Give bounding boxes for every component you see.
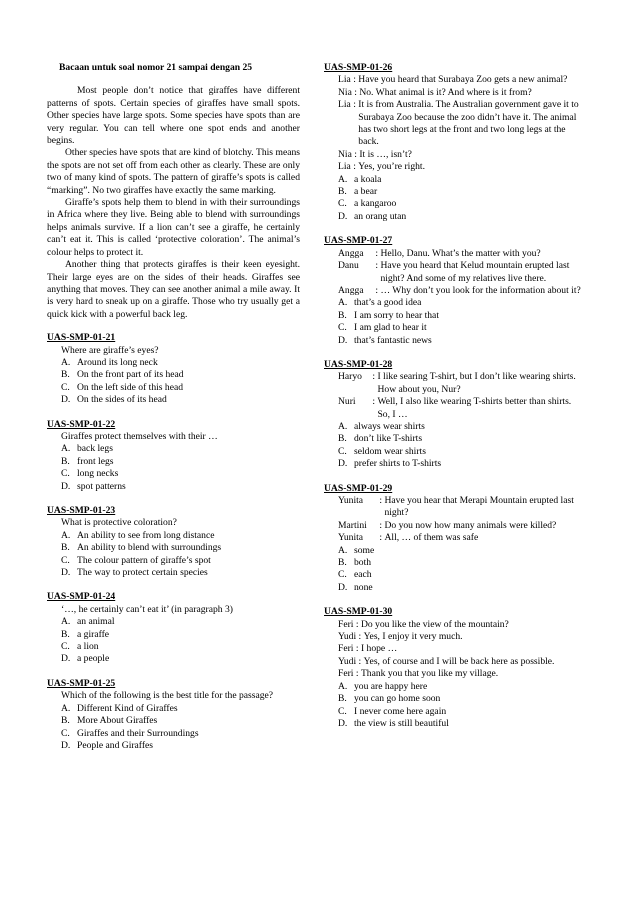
option-text: More About Giraffes	[77, 715, 158, 727]
passage-paragraph-4: Another thing that protects giraffes is their keen eyesight. Their large eyes are on the sides of their heads. Giraffes see anything that moves. They can see another animal a mile away. It is very hard to sneak up on a giraffe. Those who try usually get a quick kick with a powerful back leg.	[47, 259, 300, 320]
option-text: a bear	[354, 186, 378, 198]
option-text: spot patterns	[77, 480, 126, 492]
dialogue-separator: :	[353, 668, 361, 680]
question-id: UAS-SMP-01-28	[324, 358, 393, 370]
answer-option[interactable]	[47, 703, 300, 715]
option-text: On the sides of its head	[77, 394, 167, 406]
option-letter: C.	[338, 445, 347, 457]
option-text: Different Kind of Giraffes	[77, 702, 178, 714]
dialogue-text: … Why don’t you look for the information about it?	[380, 284, 581, 296]
speaker-name: Feri	[338, 643, 354, 655]
dialogue-separator: :	[350, 99, 359, 111]
option-letter: A.	[61, 529, 71, 541]
option-letter: D.	[338, 581, 348, 593]
answer-option[interactable]	[47, 740, 300, 752]
option-letter: A.	[338, 420, 348, 432]
dialogue-line	[324, 619, 584, 631]
option-text: I am sorry to hear that	[354, 309, 439, 321]
passage-paragraph-3: Giraffe’s spots help them to blend in with their surroundings in Africa where they live. Being able to blend with surroundings helps animals survive. If a lion can’t see a giraffe, he certainly can’t eat it. This is called ‘protective coloration’. The animal’s colour helps to protect it.	[47, 197, 300, 258]
option-text: People and Giraffes	[77, 739, 154, 751]
speaker-name: Nia	[338, 148, 352, 160]
question-block	[47, 591, 300, 665]
question-id: UAS-SMP-01-23	[47, 505, 116, 516]
dialogue-separator: :	[353, 618, 361, 630]
speaker-name: Yudi	[338, 631, 357, 643]
question-stem: ‘…, he certainly can’t eat it’ (in paragraph 3)	[61, 603, 233, 615]
option-text: that’s fantastic news	[354, 334, 432, 346]
option-letter: A.	[338, 680, 348, 692]
question-block	[324, 606, 584, 730]
speaker-name: Feri	[338, 618, 354, 630]
option-letter: B.	[61, 369, 70, 381]
dialogue-line	[324, 643, 584, 655]
question-stem: Where are giraffe’s eyes?	[61, 344, 159, 356]
speaker-name: Martini	[338, 519, 367, 531]
question-id: UAS-SMP-01-22	[47, 418, 116, 430]
question-block	[47, 332, 300, 406]
option-letter: A.	[61, 616, 71, 628]
dialogue-line	[324, 99, 584, 149]
passage-heading: Bacaan untuk soal nomor 21 sampai dengan 25	[59, 62, 253, 73]
right-column	[324, 62, 584, 730]
dialogue-line	[324, 396, 584, 421]
option-letter: C.	[61, 468, 70, 480]
option-letter: A.	[61, 702, 71, 714]
question-block	[47, 419, 300, 493]
option-text: Giraffes and their Surroundings	[77, 727, 199, 739]
answer-option[interactable]	[324, 174, 584, 186]
dialogue-separator: :	[373, 260, 381, 272]
dialogue-text: It is …, isn’t?	[359, 148, 412, 160]
option-text: On the left side of this head	[77, 381, 184, 393]
option-letter: B.	[61, 628, 70, 640]
option-text: An ability to see from long distance	[77, 529, 215, 541]
option-text: an animal	[77, 616, 115, 628]
dialogue-line	[324, 74, 584, 86]
speaker-name: Nuri	[338, 396, 356, 408]
dialogue-separator: :	[356, 655, 364, 667]
speaker-name: Nia	[338, 86, 352, 98]
option-text: a koala	[354, 173, 382, 185]
option-text: the view is still beautiful	[354, 717, 449, 729]
option-letter: B.	[338, 186, 347, 198]
dialogue-line	[324, 260, 584, 285]
dialogue-line	[324, 87, 584, 99]
answer-option[interactable]	[324, 545, 584, 557]
answer-option[interactable]	[47, 653, 300, 665]
dialogue-text: Hello, Danu. What’s the matter with you?	[380, 247, 541, 259]
passage-paragraph-2: Other species have spots that are kind of blotchy. This means the spots are not set off from each other as clearly. These are only two of many kind of spots. The pattern of giraffe’s spots is called “marking”. No two giraffes have exactly the same marking.	[47, 147, 300, 196]
answer-option[interactable]	[324, 681, 584, 693]
option-text: front legs	[77, 455, 114, 467]
answer-option[interactable]	[47, 382, 300, 394]
dialogue-text: Do you now how many animals were killed?	[384, 519, 557, 531]
dialogue-text: Thank you that you like my village.	[360, 668, 499, 680]
dialogue-line	[324, 495, 584, 520]
dialogue-text: Have you heard that Kelud mountain erupted last night? And some of my relatives live there.	[380, 260, 570, 284]
option-letter: B.	[338, 557, 347, 569]
option-text: don’t like T-shirts	[354, 433, 423, 445]
dialogue-text: It is from Australia. The Australian government gave it to Surabaya Zoo because the zoo didn’t have it. The animal has two short legs at the front and two long legs at the back.	[358, 99, 579, 148]
option-letter: C.	[61, 554, 70, 566]
answer-option[interactable]	[47, 357, 300, 369]
speaker-name: Yunita	[338, 495, 364, 506]
option-letter: D.	[338, 717, 348, 729]
question-stem: Giraffes protect themselves with their …	[61, 430, 218, 442]
question-id: UAS-SMP-01-25	[47, 677, 116, 689]
option-text: that’s a good idea	[354, 297, 422, 309]
right-question-list	[324, 62, 584, 730]
answer-option[interactable]	[324, 421, 584, 433]
question-id: UAS-SMP-01-24	[47, 591, 116, 603]
answer-option[interactable]	[324, 433, 584, 445]
option-text: a giraffe	[77, 628, 110, 640]
speaker-name: Lia	[338, 99, 351, 111]
question-block	[324, 235, 584, 347]
answer-option[interactable]	[47, 369, 300, 381]
dialogue-line	[324, 248, 584, 260]
dialogue-separator: :	[350, 161, 359, 173]
dialogue-text: Have you heard that Surabaya Zoo gets a new animal?	[358, 74, 568, 86]
option-text: both	[354, 557, 372, 569]
option-letter: D.	[338, 458, 348, 470]
dialogue-line	[324, 285, 584, 297]
dialogue-text: I like searing T-shirt, but I don’t like wearing shirts. How about you, Nur?	[377, 371, 576, 395]
answer-option[interactable]	[47, 456, 300, 468]
dialogue-separator: :	[353, 643, 361, 655]
dialogue-text: Have you hear that Merapi Mountain erupted last night?	[384, 495, 574, 519]
option-text: back legs	[77, 443, 113, 455]
question-stem: What is protective coloration?	[61, 517, 177, 529]
answer-option[interactable]	[47, 443, 300, 455]
dialogue-separator: :	[370, 396, 378, 408]
option-letter: B.	[338, 693, 347, 705]
option-text: you are happy here	[354, 680, 428, 692]
answer-option[interactable]	[324, 310, 584, 322]
option-text: The colour pattern of giraffe’s spot	[77, 554, 211, 566]
option-text: some	[354, 544, 375, 556]
speaker-name: Feri	[338, 668, 354, 680]
option-text: I never come here again	[354, 705, 447, 717]
speaker-name: Yunita	[338, 532, 364, 544]
option-letter: D.	[61, 739, 71, 751]
option-text: I am glad to hear it	[354, 322, 427, 334]
option-letter: D.	[61, 653, 71, 665]
answer-option[interactable]	[324, 446, 584, 458]
option-letter: B.	[338, 309, 347, 321]
left-question-list	[47, 332, 300, 752]
option-letter: B.	[61, 455, 70, 467]
answer-option[interactable]	[47, 481, 300, 493]
option-letter: D.	[61, 394, 71, 406]
dialogue-separator: :	[377, 532, 385, 544]
option-letter: B.	[61, 715, 70, 727]
option-letter: C.	[61, 727, 70, 739]
question-id: UAS-SMP-01-29	[324, 482, 393, 494]
option-text: long necks	[77, 468, 119, 480]
option-letter: C.	[338, 705, 347, 717]
option-text: an orang utan	[354, 210, 407, 222]
option-letter: C.	[338, 198, 347, 210]
option-letter: B.	[61, 542, 70, 554]
dialogue-text: Yes, you’re right.	[358, 161, 425, 173]
question-block	[324, 62, 584, 223]
dialogue-separator: :	[377, 519, 385, 531]
answer-option[interactable]	[324, 718, 584, 730]
answer-option[interactable]	[324, 297, 584, 309]
dialogue-text: No. What animal is it? And where is it from?	[359, 86, 532, 98]
dialogue-text: I hope …	[360, 643, 398, 655]
option-text: Around its long neck	[77, 356, 158, 368]
passage-paragraph-1: Most people don’t notice that giraffes have different patterns of spots. Certain species of giraffes have small spots. Other species have large spots. Some species have spots than are very regular. You can tell where one spot ends and another begins.	[47, 85, 300, 147]
option-text: The way to protect certain species	[77, 567, 208, 579]
answer-option[interactable]	[324, 186, 584, 198]
question-id: UAS-SMP-01-30	[324, 606, 393, 618]
question-block	[324, 483, 584, 595]
dialogue-separator: :	[356, 631, 364, 643]
option-text: none	[354, 581, 373, 593]
dialogue-line	[324, 668, 584, 680]
answer-option[interactable]	[324, 198, 584, 210]
dialogue-separator: :	[370, 371, 378, 383]
answer-option[interactable]	[47, 641, 300, 653]
answer-option[interactable]	[47, 728, 300, 740]
answer-option[interactable]	[324, 582, 584, 594]
question-id: UAS-SMP-01-27	[324, 235, 393, 247]
reading-passage	[47, 85, 300, 321]
option-letter: A.	[338, 544, 348, 556]
option-letter: A.	[338, 297, 348, 309]
answer-option[interactable]	[47, 530, 300, 542]
answer-option[interactable]	[324, 693, 584, 705]
speaker-name: Danu	[338, 260, 359, 272]
option-letter: A.	[61, 356, 71, 368]
answer-option[interactable]	[47, 616, 300, 628]
dialogue-line	[324, 631, 584, 643]
answer-option[interactable]	[47, 542, 300, 554]
option-text: prefer shirts to T-shirts	[354, 458, 442, 470]
question-id: UAS-SMP-01-21	[47, 332, 116, 344]
option-letter: A.	[61, 443, 71, 455]
dialogue-separator: :	[373, 247, 381, 259]
question-block	[47, 505, 300, 579]
dialogue-separator: :	[373, 284, 381, 296]
option-text: seldom wear shirts	[354, 445, 426, 457]
dialogue-line	[324, 371, 584, 396]
option-text: a kangaroo	[354, 198, 397, 210]
answer-option[interactable]	[47, 555, 300, 567]
answer-option[interactable]	[324, 458, 584, 470]
dialogue-line	[324, 656, 584, 668]
speaker-name: Angga	[338, 247, 364, 259]
option-text: An ability to blend with surroundings	[77, 542, 222, 554]
question-block	[324, 359, 584, 471]
dialogue-line	[324, 161, 584, 173]
answer-option[interactable]	[324, 557, 584, 569]
option-letter: A.	[338, 173, 348, 185]
dialogue-separator: :	[351, 86, 360, 98]
left-column	[47, 62, 300, 752]
option-letter: C.	[338, 569, 347, 581]
speaker-name: Lia	[338, 74, 351, 86]
answer-option[interactable]	[324, 706, 584, 718]
dialogue-separator: :	[350, 74, 359, 86]
question-stem: Which of the following is the best title for the passage?	[61, 690, 274, 702]
question-id: UAS-SMP-01-26	[324, 62, 393, 73]
dialogue-text: Yes, of course and I will be back here as possible.	[363, 655, 555, 667]
answer-option[interactable]	[324, 211, 584, 223]
dialogue-text: Do you like the view of the mountain?	[360, 618, 509, 630]
speaker-name: Haryo	[338, 371, 362, 383]
dialogue-line	[324, 520, 584, 532]
option-letter: B.	[338, 433, 347, 445]
option-text: always wear shirts	[354, 420, 425, 432]
answer-option[interactable]	[47, 715, 300, 727]
option-text: a lion	[77, 641, 99, 653]
option-text: a people	[77, 653, 110, 665]
speaker-name: Yudi	[338, 655, 357, 667]
dialogue-line	[324, 149, 584, 161]
answer-option[interactable]	[47, 394, 300, 406]
dialogue-text: Well, I also like wearing T-shirts better than shirts. So, I …	[377, 396, 572, 420]
question-block	[47, 678, 300, 752]
dialogue-separator: :	[351, 148, 360, 160]
option-letter: D.	[61, 480, 71, 492]
option-text: you can go home soon	[354, 693, 441, 705]
dialogue-text: All, … of them was safe	[384, 532, 479, 544]
option-letter: C.	[61, 641, 70, 653]
option-letter: D.	[338, 210, 348, 222]
option-text: On the front part of its head	[77, 369, 184, 381]
answer-option[interactable]	[47, 567, 300, 579]
dialogue-line	[324, 532, 584, 544]
option-letter: D.	[61, 567, 71, 579]
answer-option[interactable]	[324, 322, 584, 334]
answer-option[interactable]	[47, 629, 300, 641]
dialogue-separator: :	[377, 495, 385, 506]
answer-option[interactable]	[324, 569, 584, 581]
option-letter: C.	[61, 381, 70, 393]
speaker-name: Angga	[338, 284, 364, 296]
option-text: each	[354, 569, 372, 581]
option-letter: D.	[338, 334, 348, 346]
speaker-name: Lia	[338, 161, 351, 173]
answer-option[interactable]	[47, 468, 300, 480]
answer-option[interactable]	[324, 335, 584, 347]
dialogue-text: Yes, I enjoy it very much.	[363, 631, 463, 643]
option-letter: C.	[338, 322, 347, 334]
